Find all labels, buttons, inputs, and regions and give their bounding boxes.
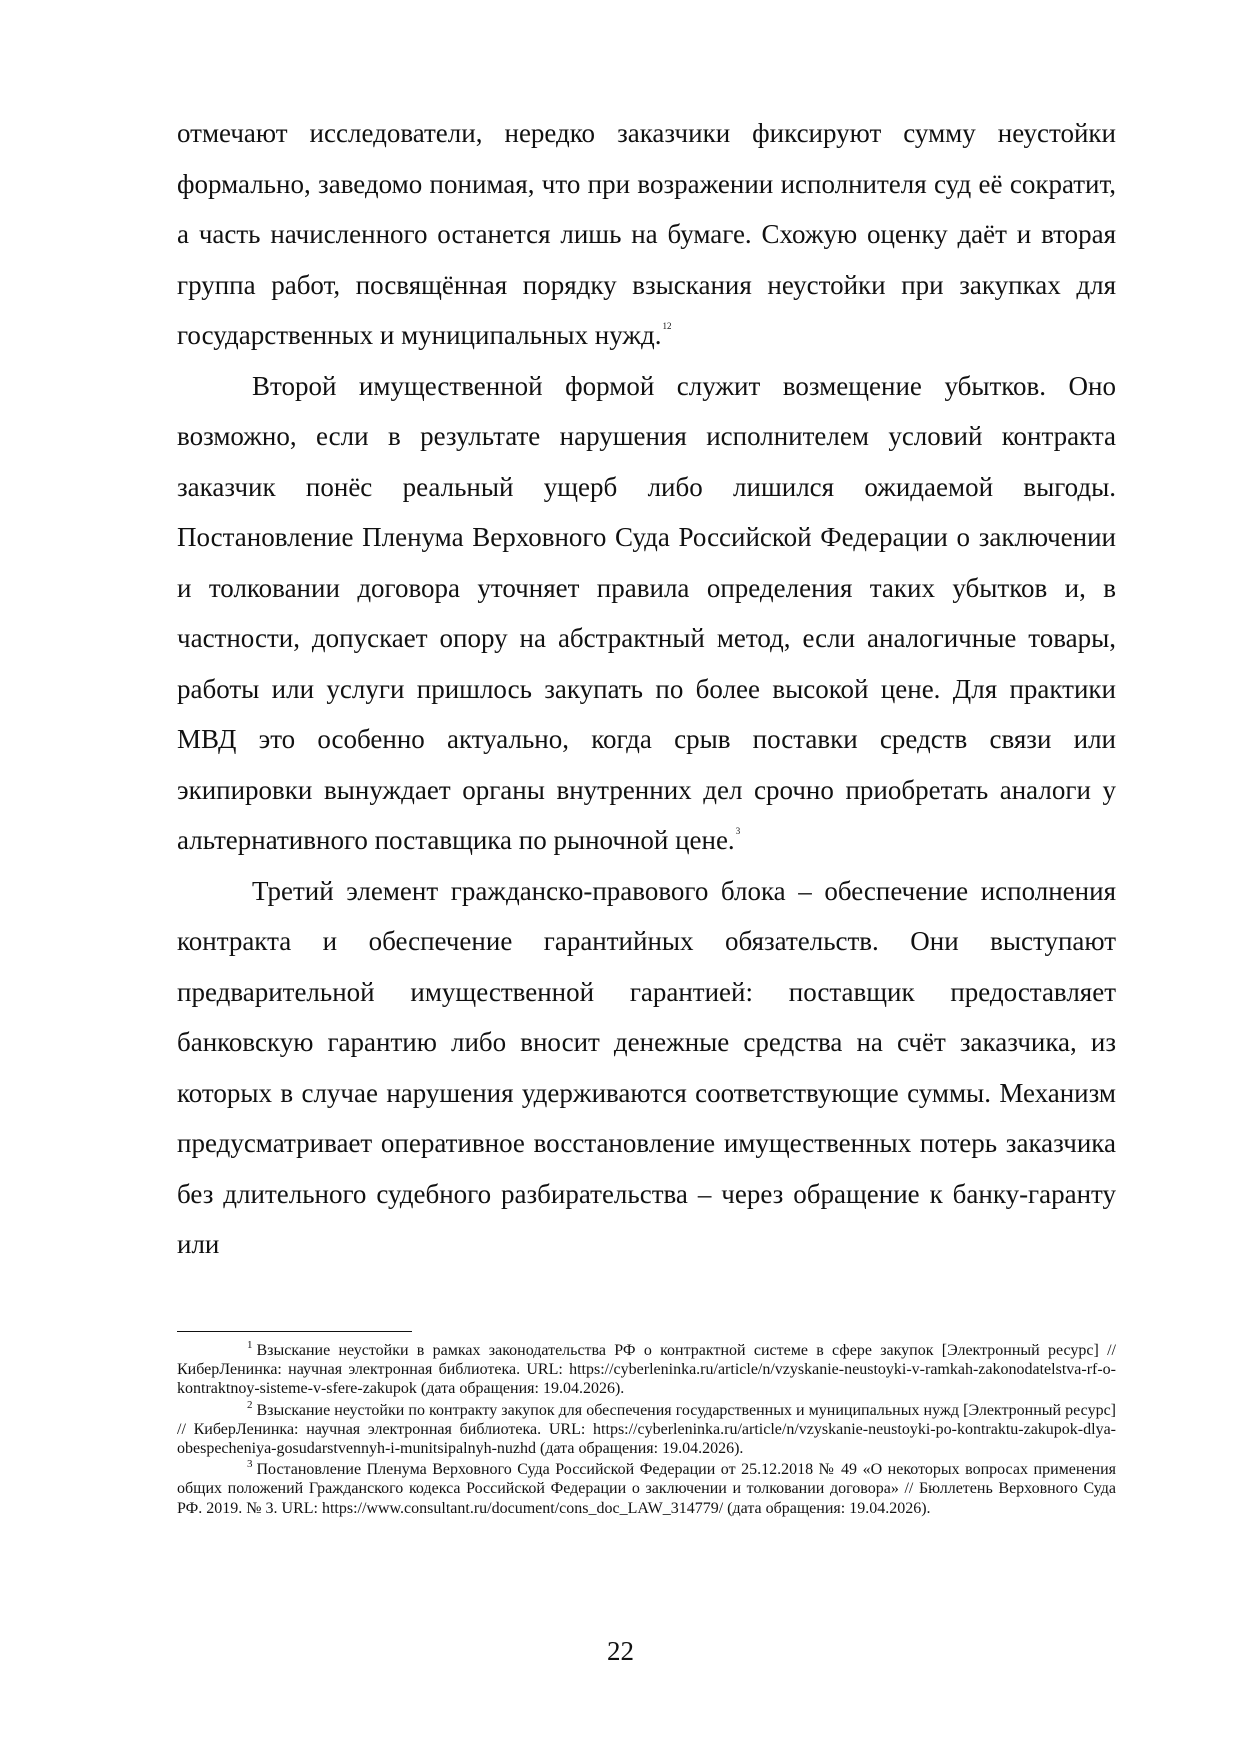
paragraph-security: Третий элемент гражданско-правового блока – обеспечение исполнения контракта и обеспечение гарантийных обязательств. Они выступают предварительной имущественной гарантией: поставщик предоставляет банковскую гарантию либо вносит денежные средства на счёт заказчика, из которых в случае нарушения удерживаются соответствующие суммы. Механизм предусматривает оперативное восстановление имущественных потерь заказчика без длительного судебного разбирательства – через обращение к банку-гаранту или [177, 875, 1116, 1259]
page-number: 22 [607, 1636, 634, 1666]
footnote-1: $^1$ Взыскание неустойки в рамках законодательства РФ о контрактной системе в сфере закупок [Электронный ресурс] // КиберЛенинка: научная электронная библиотека. URL: https://cyberleninka.ru/article/n/vzyskanie-neustoyki-v-ramkah-zakonodatelstva-rf-o-kontraktnoy-sisteme-v-sfere-zakupok (дата обращения: 19.04.2026). [177, 1339, 1116, 1398]
footnote-number: 3 [247, 1458, 253, 1471]
footnote-reference: 12 [662, 321, 672, 331]
footnote-number: 2 [247, 1398, 253, 1411]
footnote-reference: 3 [735, 826, 741, 836]
footnote-separator [177, 1331, 412, 1332]
paragraph-damages: Второй имущественной формой служит возмещение убытков. Оно возможно, если в результате нарушения исполнителем условий контракта заказчик понёс реальный ущерб либо лишился ожидаемой выгоды. Постановление Пленума Верховного Суда Российской Федерации о заключении и толковании договора уточняет правила определения таких убытков и, в частности, допускает опору на абстрактный метод, если аналогичные товары, работы или услуги пришлось закупать по более высокой цене. Для практики МВД это особенно актуально, когда срыв поставки средств связи или экипировки вынуждает органы внутренних дел срочно приобретать аналоги у альтернативного поставщика по рыночной цене.$^3$ [177, 370, 1116, 855]
footnote-2: $^2$ Взыскание неустойки по контракту закупок для обеспечения государственных и муниципальных нужд [Электронный ресурс] // КиберЛенинка: научная электронная библиотека. URL: https://cyberleninka.ru/article/n/vzyskanie-neustoyki-po-kontraktu-zakupok-dlya-obespecheniya-gosudarstvennyh-i-munitsipalnyh-nuzhd (дата обращения: 19.04.2026). [177, 1398, 1116, 1458]
footnote-3: $^3$ Постановление Пленума Верховного Суда Российской Федерации от 25.12.2018 № 49 «О некоторых вопросах применения общих положений Гражданского кодекса Российской Федерации о заключении и толковании договора» // Бюллетень Верховного Суда РФ. 2019. № 3. URL: https://www.consultant.ru/document/cons_doc_LAW_314779/ (дата обращения: 19.04.2026). [177, 1458, 1116, 1517]
footnote-number: 1 [247, 1339, 253, 1351]
footnotes [177, 1341, 1116, 1520]
paragraph-continuation: отмечают исследователи, нередко заказчики фиксируют сумму неустойки формально, заведомо понимая, что при возражении исполнителя суд её сократит, а часть начисленного останется лишь на бумаге. Схожую оценку даёт и вторая группа работ, посвящённая порядку взыскания неустойки при закупках для государственных и муниципальных нужд.$^{12}$ [177, 118, 1116, 350]
body-text [177, 108, 1116, 1270]
